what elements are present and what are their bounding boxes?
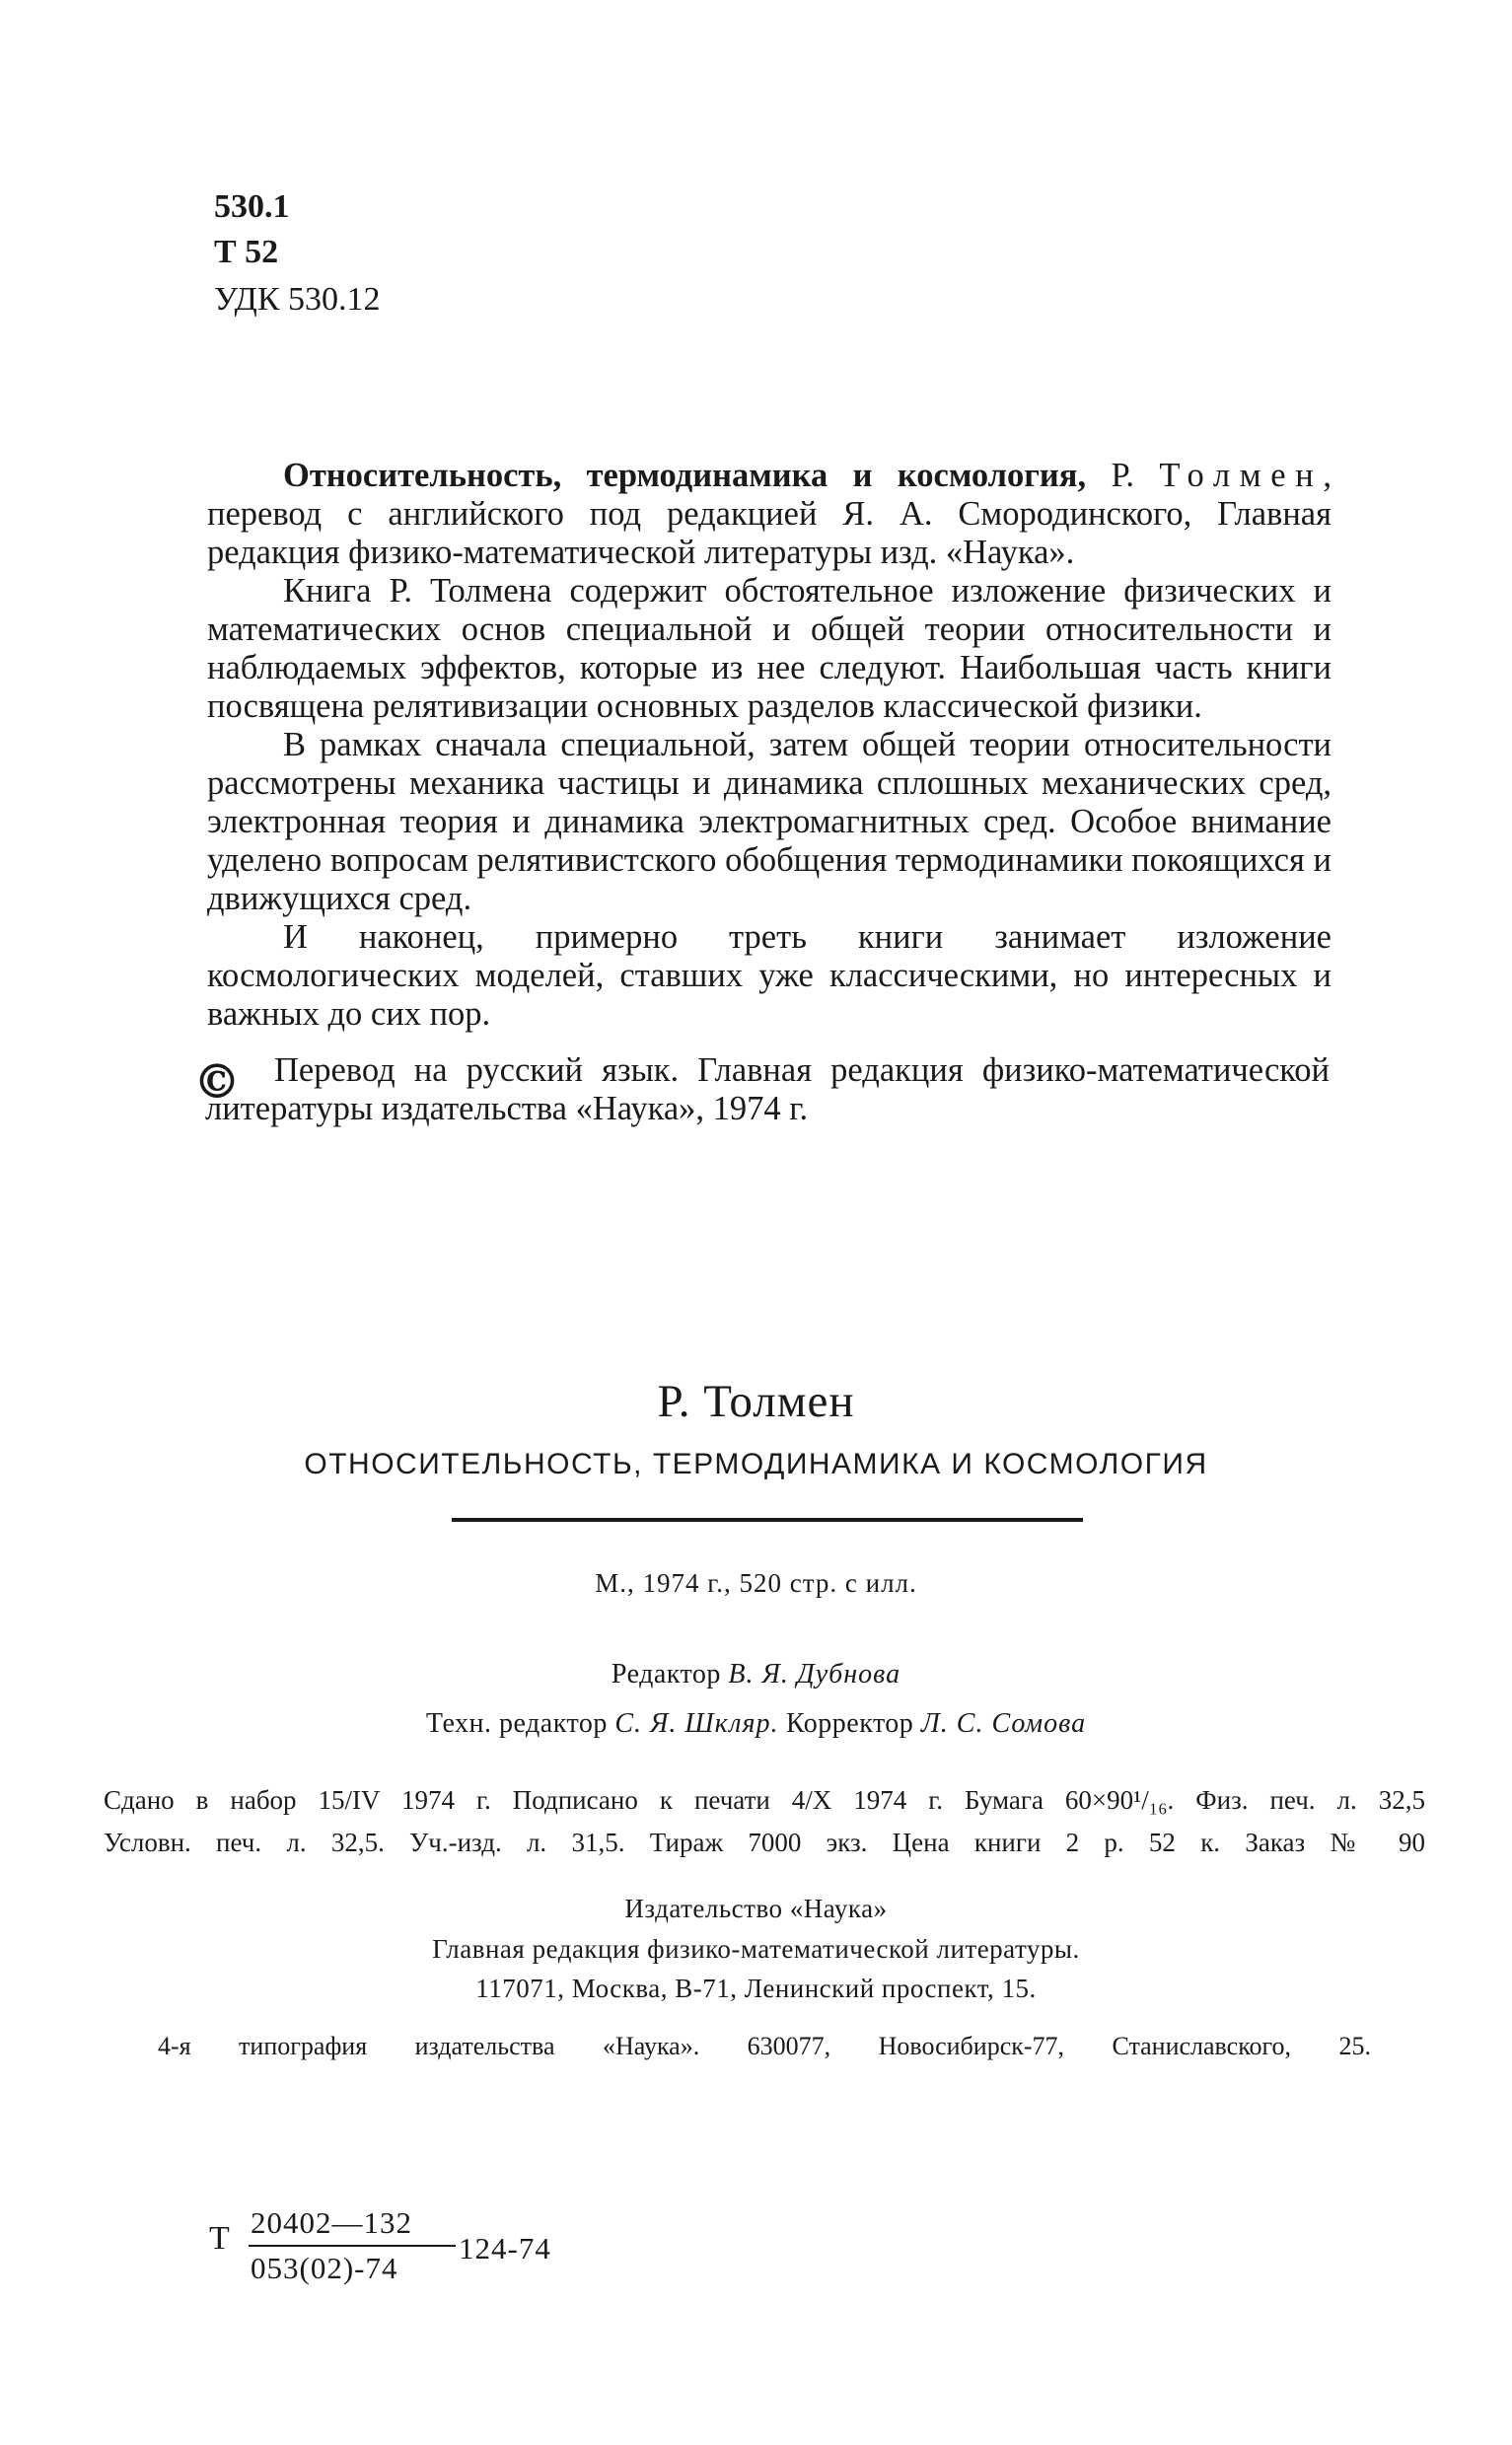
tech-editor-label: Техн. редактор bbox=[425, 1708, 615, 1739]
copyright-icon: © bbox=[193, 1054, 241, 1110]
annotation-paragraph-rest: , перевод с английского под редакцией Я. А. Смородинского, Главная редакция физико-математической литературы изд. «Наука». bbox=[207, 457, 1332, 571]
corrector-name: Л. С. Сомова bbox=[920, 1708, 1087, 1739]
catalog-numerator: 20402—132 bbox=[251, 2205, 412, 2240]
publisher-division: Главная редакция физико-математической литературы. bbox=[432, 1934, 1080, 1964]
tech-editor-name: С. Я. Шкляр. bbox=[614, 1708, 779, 1739]
corrector-label: Корректор bbox=[778, 1708, 921, 1739]
annotation-paragraph: Книга Р. Толмена содержит обстоятельное изложение физических и математических основ специальной и общей теории относительности и наблюдаемых эффектов, которые из нее следуют. Наибольшая часть книги посвящена релятивизации основных разделов классической физики. bbox=[207, 572, 1332, 725]
copyright-text: Перевод на русский язык. Главная редакция физико-математической литературы издательства «Наука», 1974 г. bbox=[205, 1051, 1330, 1127]
printer-info: 4-я типография издательства «Наука». 630077, Новосибирск-77, Станиславского, 25. bbox=[158, 2032, 1371, 2060]
classification-author-mark: Т 52 bbox=[214, 234, 279, 270]
copyright-notice bbox=[205, 1051, 1330, 1128]
annotation-paragraph: И наконец, примерно треть книги занимает изложение космологических моделей, ставших уже классическими, но интересных и важных до сих пор. bbox=[207, 918, 1332, 1033]
publication-info: М., 1974 г., 520 стр. с илл. bbox=[595, 1568, 917, 1598]
book-title: ОТНОСИТЕЛЬНОСТЬ, ТЕРМОДИНАМИКА И КОСМОЛОГИЯ bbox=[304, 1448, 1208, 1480]
annotation-paragraph bbox=[207, 457, 1332, 572]
editor-name: В. Я. Дубнова bbox=[728, 1659, 901, 1690]
annotation bbox=[207, 457, 1332, 1034]
catalog-code: 124-74 bbox=[459, 2231, 551, 2265]
catalog-denominator: 053(02)-74 bbox=[251, 2251, 398, 2285]
imprint-line: Условн. печ. л. 32,5. Уч.-изд. л. 31,5. Тираж 7000 экз. Цена книги 2 р. 52 к. Заказ № 90 bbox=[104, 1828, 1425, 1857]
catalog-letter: Т bbox=[209, 2220, 230, 2257]
udc-code: УДК 530.12 bbox=[214, 281, 381, 318]
book-author: Р. Толмен bbox=[657, 1376, 855, 1427]
annotation-paragraph: В рамках сначала специальной, затем общей теории относительности рассмотрены механика частицы и динамика сплошных механических сред, электронная теория и динамика электромагнитных сред. Особое внимание уделено вопросам релятивистского обобщения термодинамики покоящихся и движущихся сред. bbox=[207, 726, 1332, 917]
annotation-book-title: Относительность, термодинамика и космология, bbox=[283, 457, 1087, 494]
publisher-address: 117071, Москва, В-71, Ленинский проспект, 15. bbox=[475, 1974, 1037, 2003]
editor-label: Редактор bbox=[611, 1659, 729, 1690]
catalog-fraction-bar bbox=[249, 2245, 456, 2247]
publisher-name: Издательство «Наука» bbox=[624, 1894, 888, 1923]
annotation-author-initial: Р. bbox=[1086, 457, 1160, 494]
tech-editor-line bbox=[0, 1706, 1512, 1742]
imprint-line: Сдано в набор 15/IV 1974 г. Подписано к печати 4/X 1974 г. Бумага 60×90¹/₁₆. Физ. печ. л. 32,5 bbox=[104, 1785, 1425, 1815]
editor-line bbox=[0, 1657, 1512, 1692]
title-divider bbox=[452, 1518, 1083, 1522]
classification-code: 530.1 bbox=[214, 188, 290, 225]
annotation-author-name: Толмен bbox=[1159, 457, 1324, 494]
